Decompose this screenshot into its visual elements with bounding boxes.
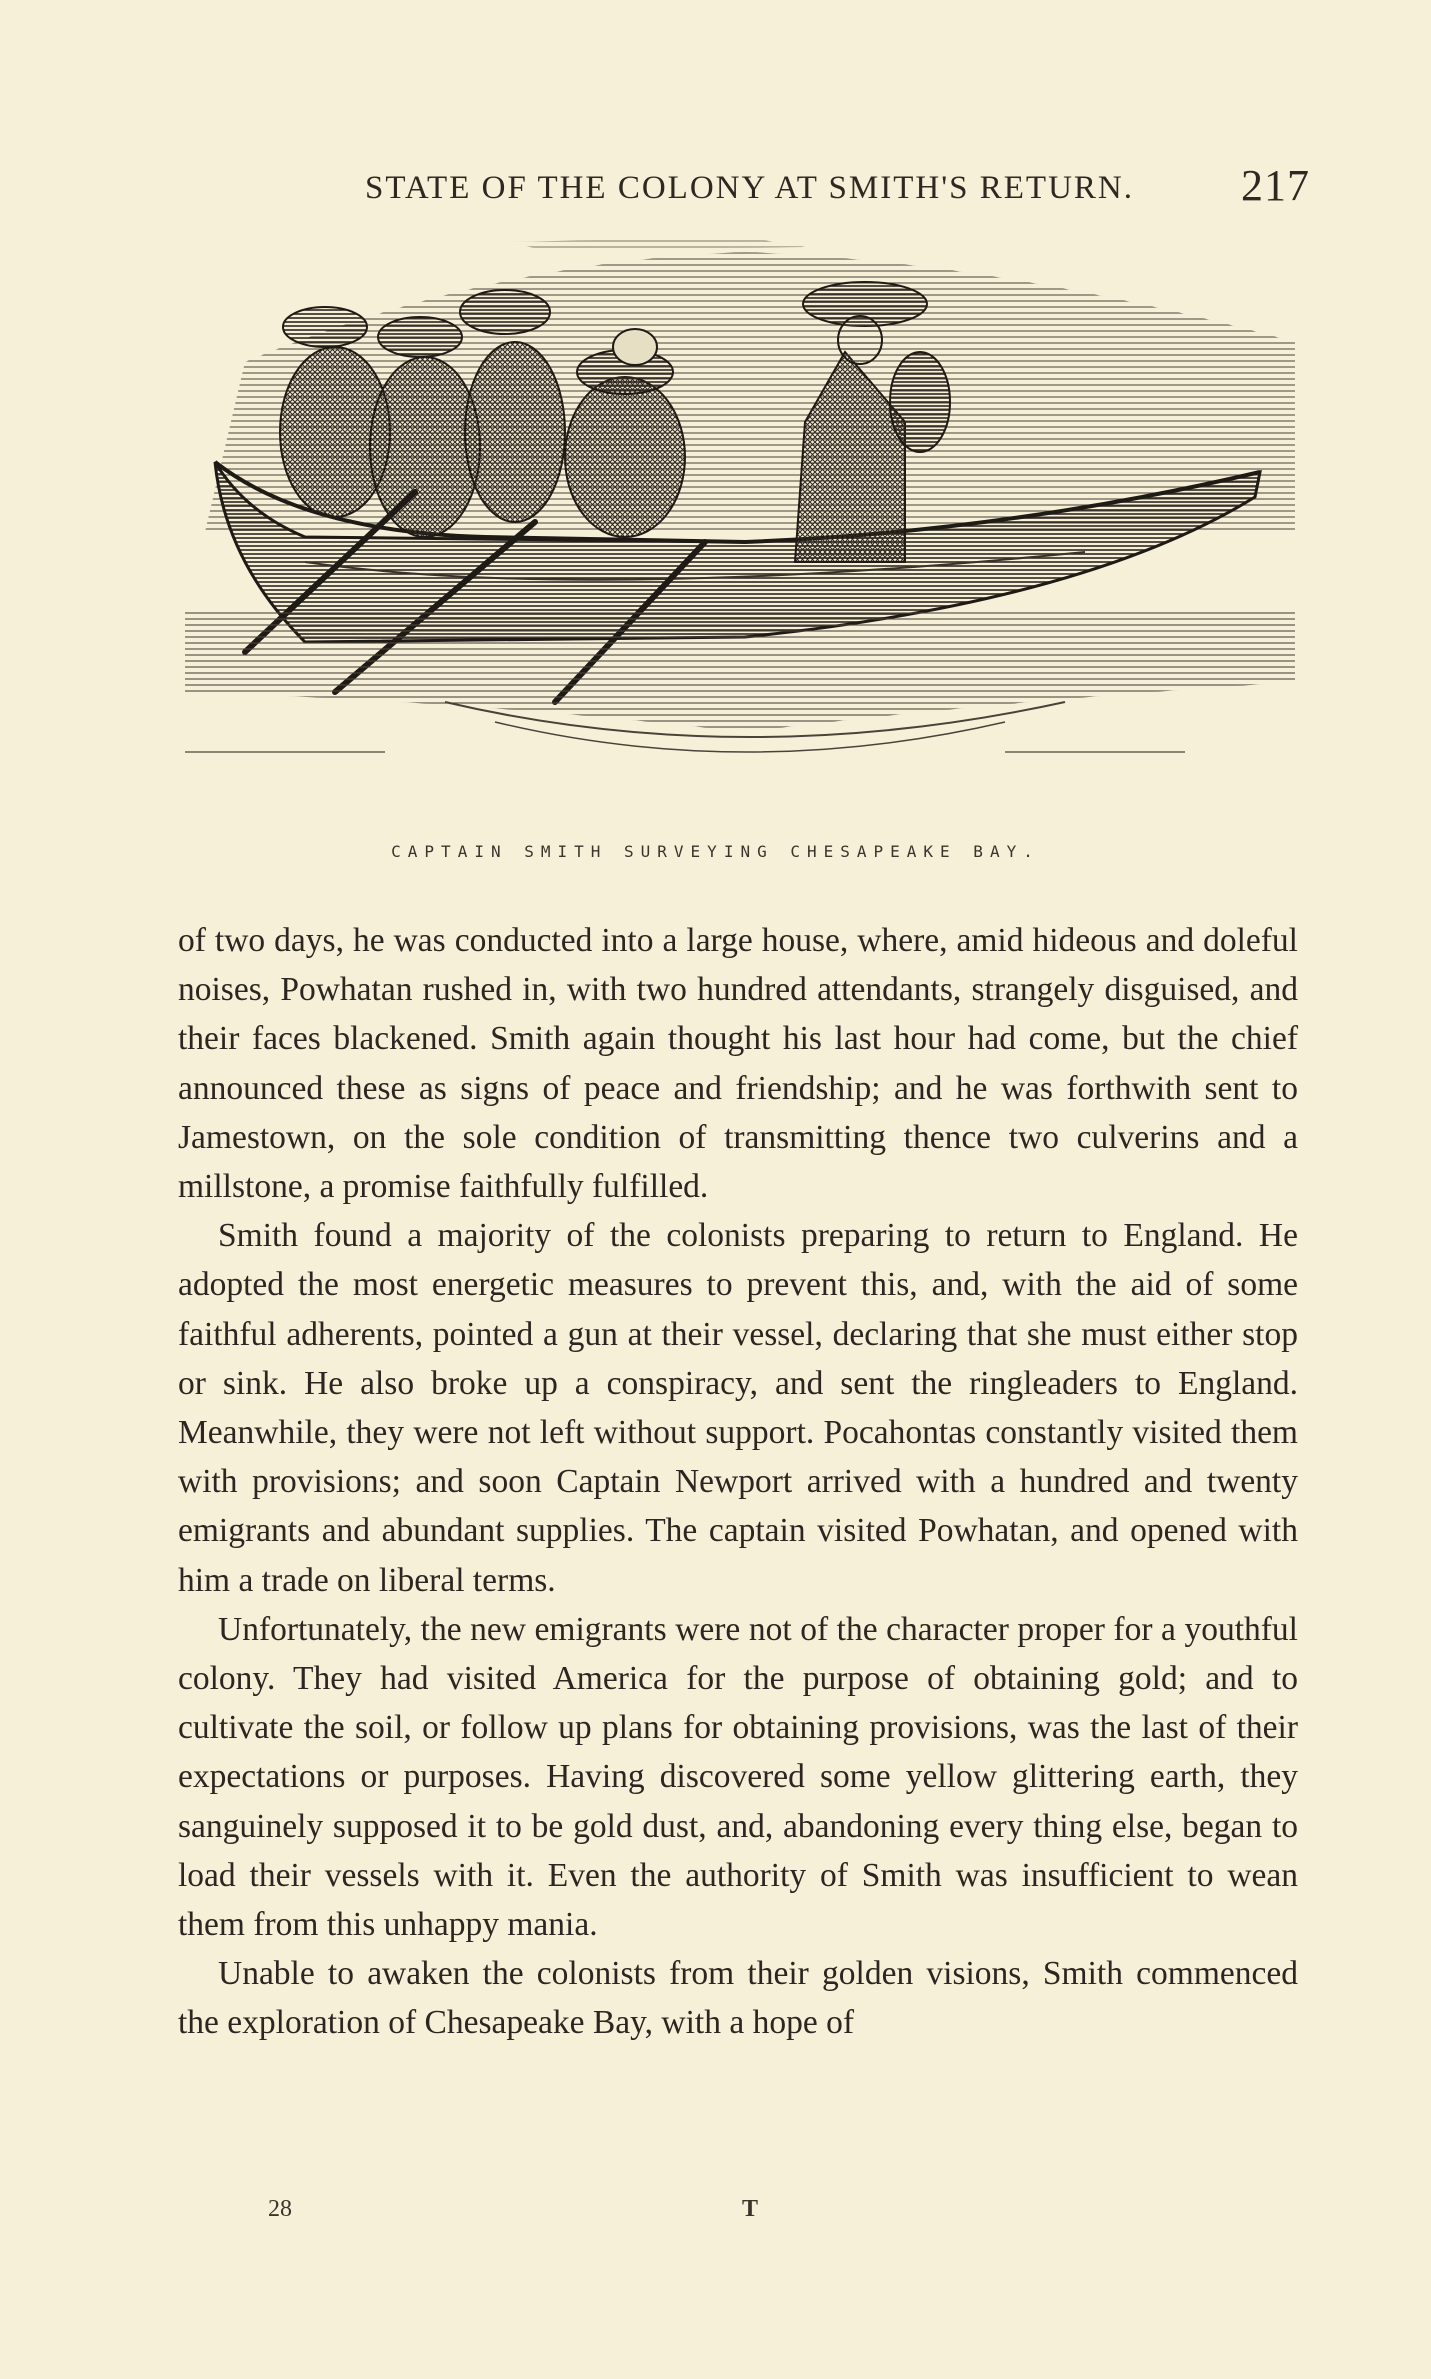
paragraph-4: Unable to awaken the colonists from their golden visions, Smith commenced the exploration of Chesapeake Bay, with a hope of (178, 1955, 1298, 2042)
signature-letter: T (742, 2196, 759, 2222)
body-text (178, 916, 1298, 2048)
paragraph-3: Unfortunately, the new emigrants were not of the character proper for a youthful colony. They had visited America for the purpose of obtaining gold; and to cultivate the soil, or follow up plans for obtaining provisions, was the last of their expectations or purposes. Having discovered some yellow glittering earth, they sanguinely supposed it to be gold dust, and, abandoning every thing else, began to load their vessels with it. Even the authority of Smith was insufficient to wean them from this unhappy mania. (178, 1610, 1298, 1944)
signature-mark: 28 (268, 2196, 292, 2222)
water-hatching (185, 612, 1295, 752)
running-head-title: STATE OF THE COLONY AT SMITH'S RETURN. (365, 170, 1134, 206)
page-footer (0, 2196, 1431, 2236)
page-number: 217 (1241, 161, 1310, 210)
paragraph-2: Smith found a majority of the colonists preparing to return to England. He adopted the most energetic measures to prevent this, and, with the aid of some faithful adherents, pointed a gun at their vessel, declaring that she must either stop or sink. He also broke up a conspiracy, and sent the ringleaders to England. Meanwhile, they were not left without support. Pocahontas constantly visited them with provisions; and soon Captain Newport arrived with a hundred and twenty emigrants and abundant supplies. The captain visited Powhatan, and opened with him a trade on liberal terms. (178, 1217, 1298, 1599)
engraving-boat-illustration (185, 232, 1305, 812)
illustration-caption: CAPTAIN SMITH SURVEYING CHESAPEAKE BAY. (391, 842, 1040, 861)
paragraph-1: of two days, he was conducted into a large house, where, amid hideous and doleful noises, Powhatan rushed in, with two hundred attendants, strangely disguised, and their faces blackened. Smith again thought his last hour had come, but the chief announced these as signs of peace and friendship; and he was forthwith sent to Jamestown, on the sole condition of transmitting thence two culverins and a millstone, a promise faithfully fulfilled. (178, 922, 1298, 1206)
